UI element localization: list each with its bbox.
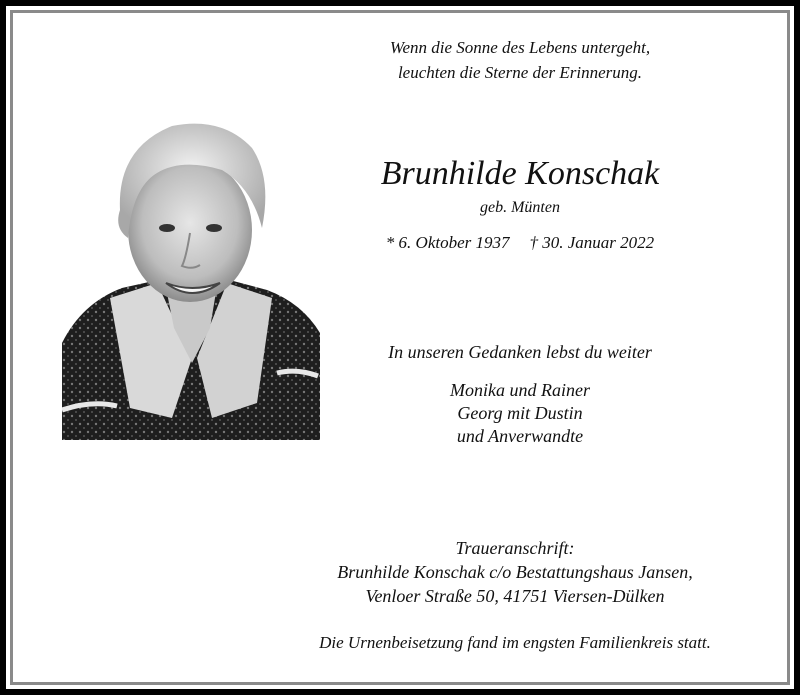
portrait-photo bbox=[62, 118, 320, 440]
quote-line-2: leuchten die Sterne der Erinnerung. bbox=[397, 63, 643, 82]
life-dates bbox=[330, 232, 710, 254]
mourner-line: und Anverwandte bbox=[456, 426, 584, 446]
death-date: † 30. Januar 2022 bbox=[529, 233, 655, 252]
quote-line-1: Wenn die Sonne des Lebens untergeht, bbox=[389, 38, 651, 57]
maiden-name: geb. Münten bbox=[480, 199, 560, 216]
address-line-2: Venloer Straße 50, 41751 Viersen-Dülken bbox=[365, 586, 665, 606]
remembrance-line: In unseren Gedanken lebst du weiter bbox=[388, 342, 652, 362]
burial-note: Die Urnenbeisetzung fand im engsten Familienkreis statt. bbox=[319, 633, 711, 652]
mourner-line: Monika und Rainer bbox=[450, 380, 590, 400]
birth-date: * 6. Oktober 1937 bbox=[385, 233, 510, 252]
address-heading: Traueranschrift: bbox=[455, 538, 575, 558]
address-line-1: Brunhilde Konschak c/o Bestattungshaus Jansen, bbox=[337, 562, 693, 582]
mourner-line: Georg mit Dustin bbox=[457, 403, 583, 423]
deceased-name: Brunhilde Konschak bbox=[380, 155, 660, 192]
